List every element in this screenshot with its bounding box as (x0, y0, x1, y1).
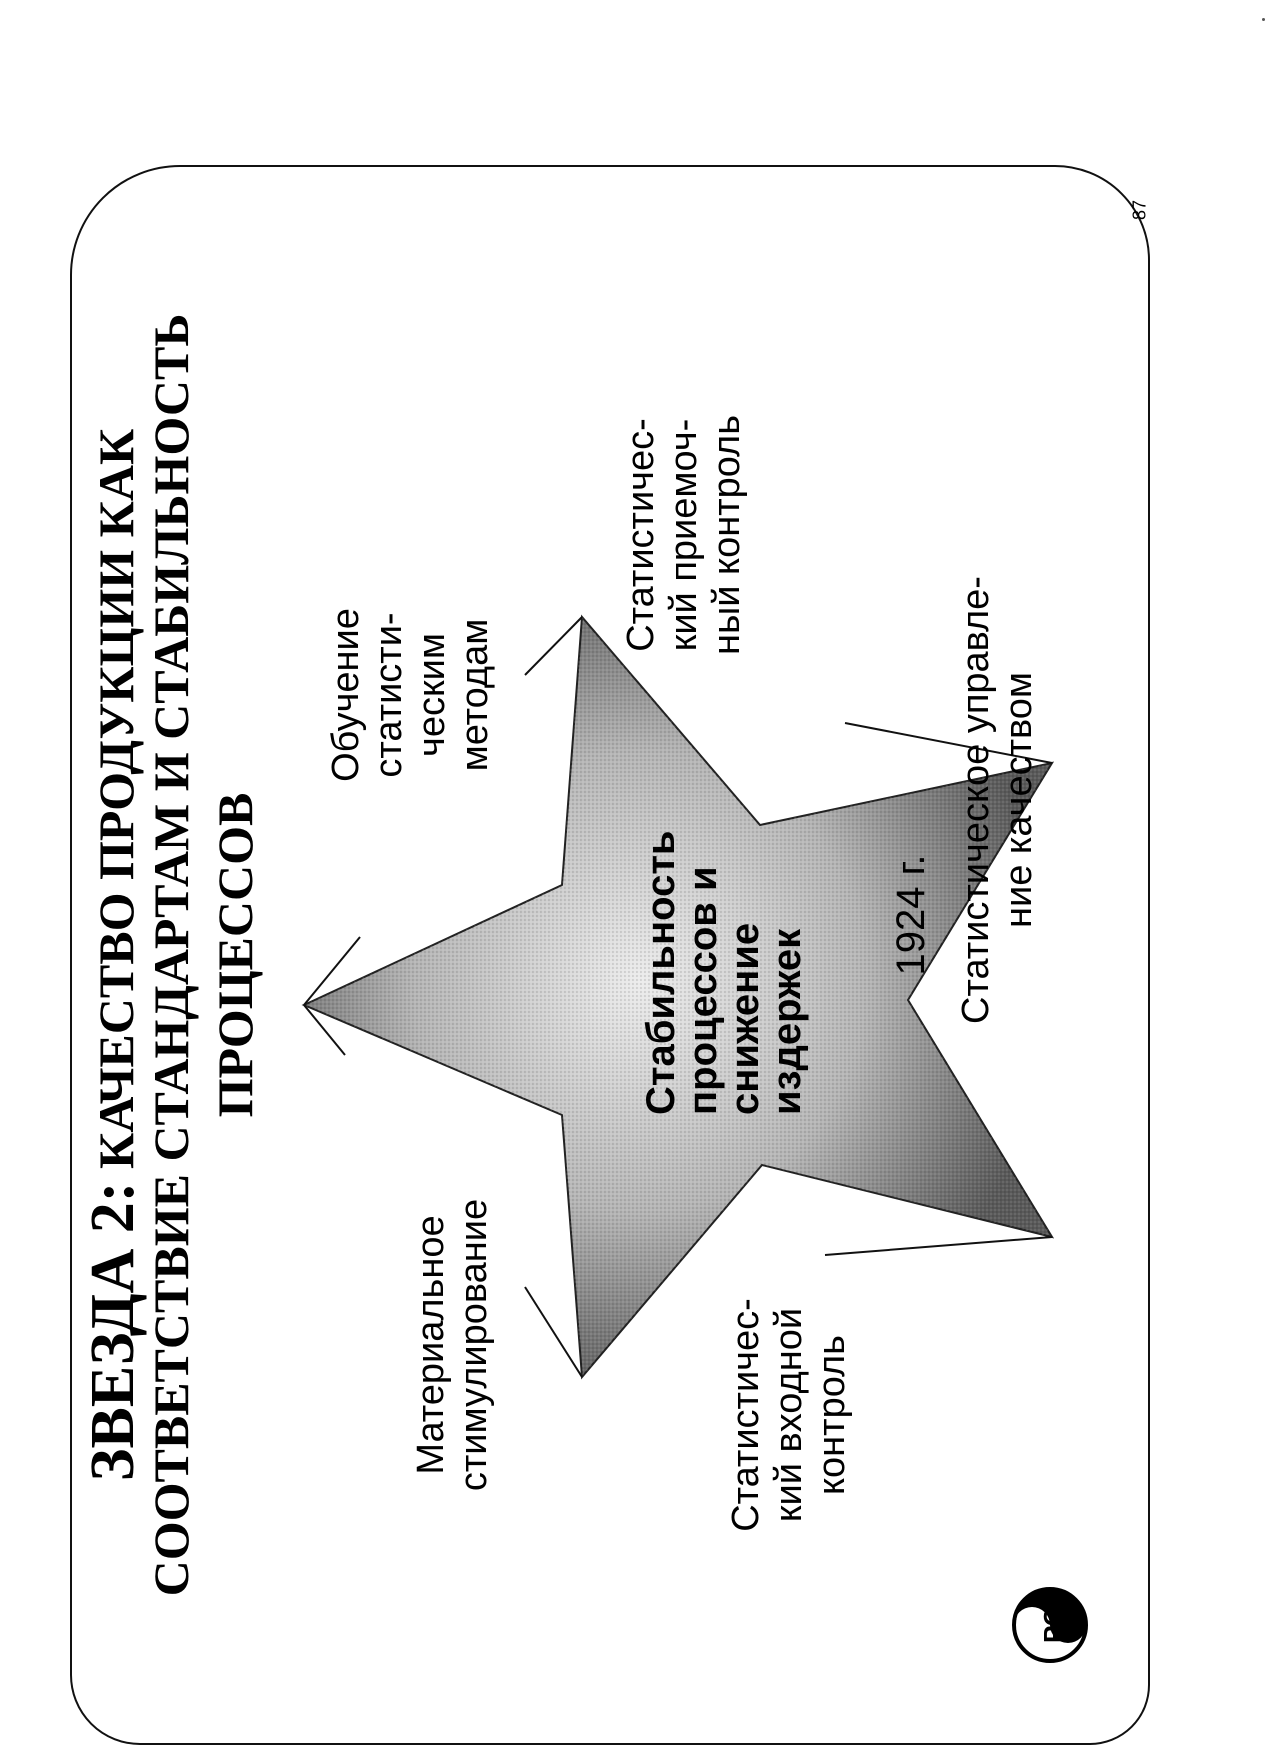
label-incoming-control: Статистичес- кий входной контроль (725, 1298, 853, 1532)
label-acceptance-control: Статистичес- кий приемоч- ный контроль (620, 414, 748, 656)
leader-line-bottom-left (825, 1237, 1052, 1255)
title-line1-rest: КАЧЕСТВО ПРОДУКЦИИ КАК (88, 428, 144, 1182)
svg-text:РС: РС (1038, 1607, 1068, 1643)
leader-line-right (525, 617, 582, 675)
page-number: 87 (1129, 199, 1150, 221)
label-statistical-training: Обучение статисти- ческим методам (325, 608, 496, 782)
scan-speck (1262, 18, 1265, 21)
star-year: 1924 г. (889, 854, 933, 976)
star-center-text: Стабильность процессов и снижение издержек (639, 830, 809, 1115)
leader-line-left (525, 1287, 582, 1377)
label-quality-management: Статистическое управле- ние качеством (955, 576, 1040, 1024)
slide-title-line-2: СООТВЕТСТВИЕ СТАНДАРТАМ И СТАБИЛЬНОСТЬ (143, 313, 199, 1597)
pc-logo-icon (1010, 1585, 1090, 1665)
title-prefix: ЗВЕЗДА 2: (79, 1181, 147, 1482)
label-material-incentive: Материальное стимулирование (410, 1198, 495, 1492)
slide-title-line-3: ПРОЦЕССОВ (207, 792, 263, 1118)
slide (60, 165, 1150, 1745)
